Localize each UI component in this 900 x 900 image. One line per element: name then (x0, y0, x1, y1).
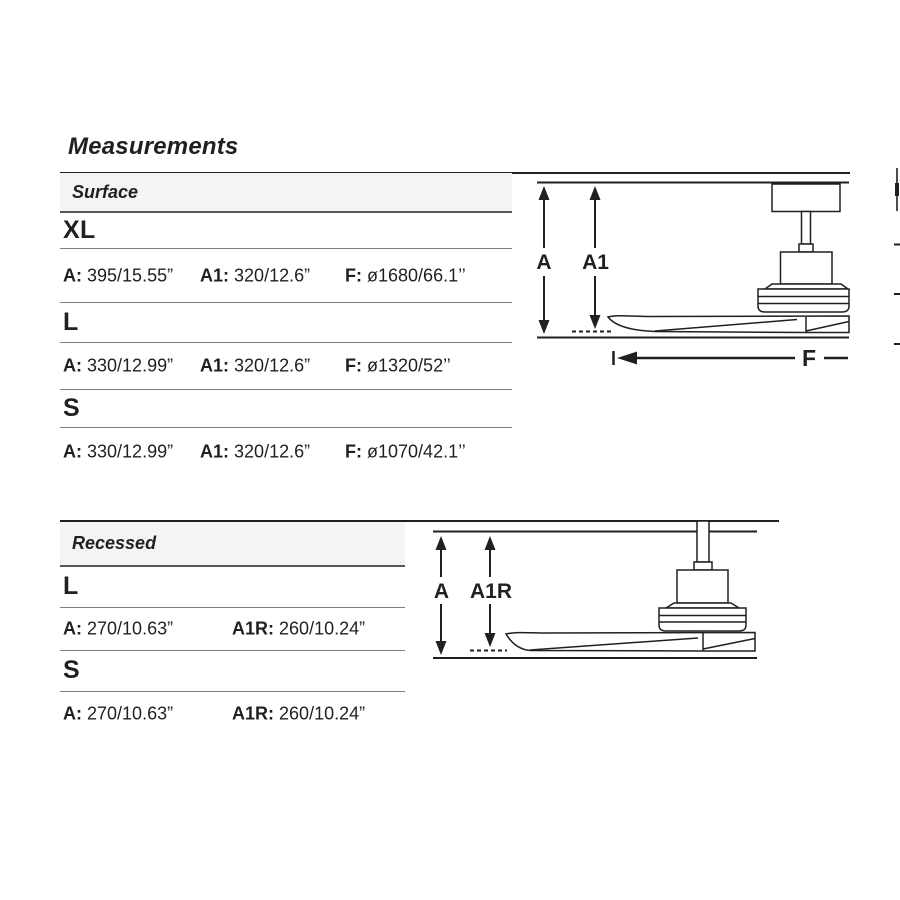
arrow-down-icon (485, 633, 496, 647)
size-row-s (60, 651, 405, 692)
downrod (802, 212, 811, 245)
spec-f: F: ø1320/52’’ (345, 355, 451, 376)
cropped-edge-marks (894, 168, 900, 345)
spec-a1: A1: 320/12.6” (200, 441, 311, 462)
dimension-arrow-a (429, 536, 453, 655)
dimension-arrow-a1r (468, 536, 514, 647)
size-label: XL (63, 216, 96, 244)
fan-body (758, 184, 849, 312)
page-title: Measurements (68, 133, 239, 160)
spec-row-s (60, 428, 512, 476)
spec-row-s (60, 692, 405, 737)
spec-f: F: ø1680/66.1’’ (345, 265, 466, 285)
spec-a1: A1: 320/12.6” (200, 265, 311, 285)
spec-a: A: 330/12.99” (63, 441, 174, 462)
spec-row-l (60, 343, 512, 390)
fan-blade (506, 633, 755, 652)
surface-table-header (60, 173, 512, 213)
dimension-arrow-f (614, 345, 849, 371)
size-label: L (63, 572, 79, 600)
motor-housing (781, 252, 833, 284)
arrow-up-icon (590, 186, 601, 200)
label-a1: A1 (582, 251, 609, 274)
canopy (772, 184, 840, 212)
hub-disc (659, 608, 746, 631)
fan-blade (608, 316, 849, 333)
arrow-up-icon (436, 536, 447, 550)
downrod-collar (799, 244, 813, 252)
dimension-arrow-a1 (578, 186, 612, 329)
hub-disc (758, 289, 849, 312)
arrow-down-icon (590, 315, 601, 329)
spec-row-xl (60, 249, 512, 303)
arrow-left-icon (617, 352, 637, 365)
recessed-mount-diagram (425, 510, 790, 670)
recessed-table (60, 522, 405, 737)
recessed-table-header (60, 522, 405, 567)
spec-a1r: A1R: 260/10.24” (232, 618, 366, 638)
label-a: A (536, 251, 552, 274)
arrow-up-icon (485, 536, 496, 550)
surface-header-label: Surface (72, 181, 139, 202)
label-f: F (801, 345, 817, 371)
spec-f: F: ø1070/42.1’’ (345, 441, 466, 462)
spec-a: A: 330/12.99” (63, 355, 174, 376)
size-row-l (60, 567, 405, 608)
size-label: L (63, 308, 79, 336)
spec-row-l (60, 608, 405, 651)
spec-a1: A1: 320/12.6” (200, 355, 311, 376)
spec-a: A: 270/10.63” (63, 618, 174, 638)
spec-a: A: 395/15.55” (63, 265, 174, 285)
recessed-header-label: Recessed (72, 532, 157, 553)
spec-a: A: 270/10.63” (63, 703, 174, 724)
motor-housing (677, 570, 728, 603)
arrow-down-icon (436, 641, 447, 655)
spec-a1r: A1R: 260/10.24” (232, 703, 366, 724)
dimension-arrow-a (532, 186, 556, 334)
arrow-down-icon (539, 320, 550, 334)
fan-body (659, 521, 746, 631)
arrow-up-icon (539, 186, 550, 200)
size-label: S (63, 656, 80, 684)
surface-mount-diagram (530, 160, 900, 375)
size-label: S (63, 394, 80, 422)
size-row-l (60, 303, 512, 343)
downrod-collar (694, 562, 712, 570)
label-a1r: A1R (469, 580, 513, 603)
downrod (697, 521, 709, 562)
size-row-s (60, 390, 512, 428)
surface-table (60, 173, 512, 476)
size-row-xl (60, 213, 512, 249)
label-a: A (433, 580, 450, 603)
